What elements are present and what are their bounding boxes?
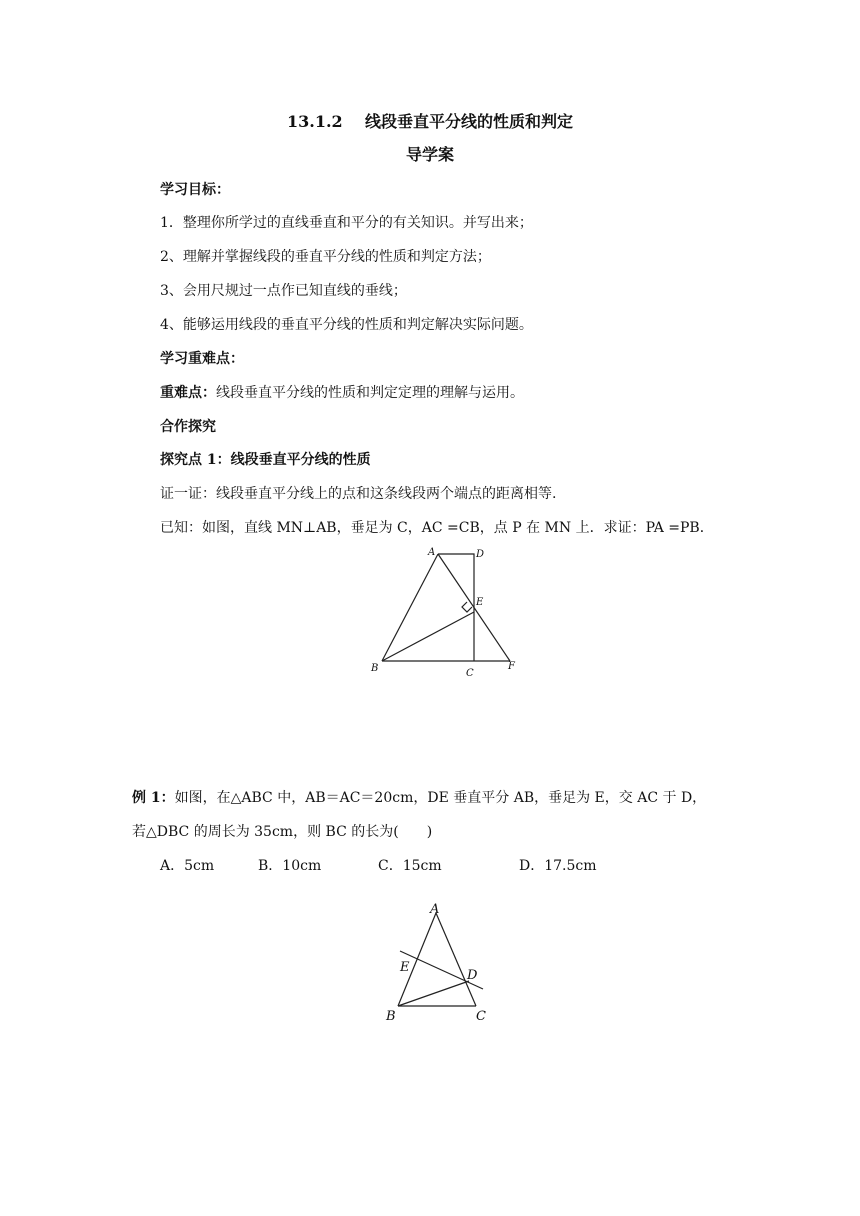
example1-line2: 若△DBC 的周长为 35cm，则 BC 的长为( ) — [132, 824, 433, 840]
figure2-label-E: E — [400, 960, 410, 975]
example1-option-c: C．15cm — [378, 858, 442, 874]
example1-label: 例 1： — [132, 790, 175, 806]
figure2-label-B: B — [386, 1009, 396, 1024]
figure1-label-E: E — [476, 597, 484, 608]
figure2-label-A: A — [430, 902, 440, 917]
title-text: 线段垂直平分线的性质和判定 — [364, 112, 573, 131]
title-number: 13.1.2 — [287, 112, 343, 131]
figure1-label-C: C — [466, 668, 474, 679]
prove-line: 证一证：线段垂直平分线上的点和这条线段两个端点的距离相等. — [160, 486, 557, 502]
key-points-text: 线段垂直平分线的性质和判定定理的理解与运用。 — [216, 385, 524, 401]
example1-option-b: B．10cm — [258, 858, 322, 874]
example1-text1: 如图，在△ABC 中，AB＝AC＝20cm，DE 垂直平分 AB，垂足为 E，交 AC 于 D， — [174, 790, 707, 806]
explore-heading: 合作探究 — [160, 419, 216, 435]
figure2-label-C: C — [476, 1009, 486, 1024]
example1-option-d: D．17.5cm — [519, 858, 597, 874]
given-line: 已知：如图，直线 MN⊥AB，垂足为 C，AC =CB，点 P 在 MN 上．求证：PA =PB． — [160, 520, 714, 536]
figure1-label-B: B — [371, 663, 379, 674]
segment-BD — [398, 981, 469, 1006]
objective-item-2: 2、理解并掌握线段的垂直平分线的性质和判定方法； — [160, 249, 491, 265]
objective-item-3: 3、会用尺规过一点作已知直线的垂线； — [160, 283, 407, 299]
key-points-label: 重难点： — [160, 385, 216, 401]
objective-item-4: 4、能够运用线段的垂直平分线的性质和判定解决实际问题。 — [160, 317, 533, 333]
objective-item-1: 1．整理你所学过的直线垂直和平分的有关知识。并写出来； — [160, 215, 533, 231]
segment-AC — [436, 913, 476, 1006]
figure1-label-F: F — [508, 661, 515, 672]
figure1-label-A: A — [428, 547, 436, 558]
page-subtitle: 导学案 — [405, 145, 454, 164]
objectives-heading: 学习目标： — [160, 182, 230, 198]
figure2-label-D: D — [467, 968, 478, 983]
figure1-label-D: D — [476, 549, 485, 560]
explore-point1-heading: 探究点 1：线段垂直平分线的性质 — [160, 452, 371, 468]
example1-option-a: A．5cm — [160, 858, 215, 874]
key-points-heading: 学习重难点： — [160, 351, 244, 367]
